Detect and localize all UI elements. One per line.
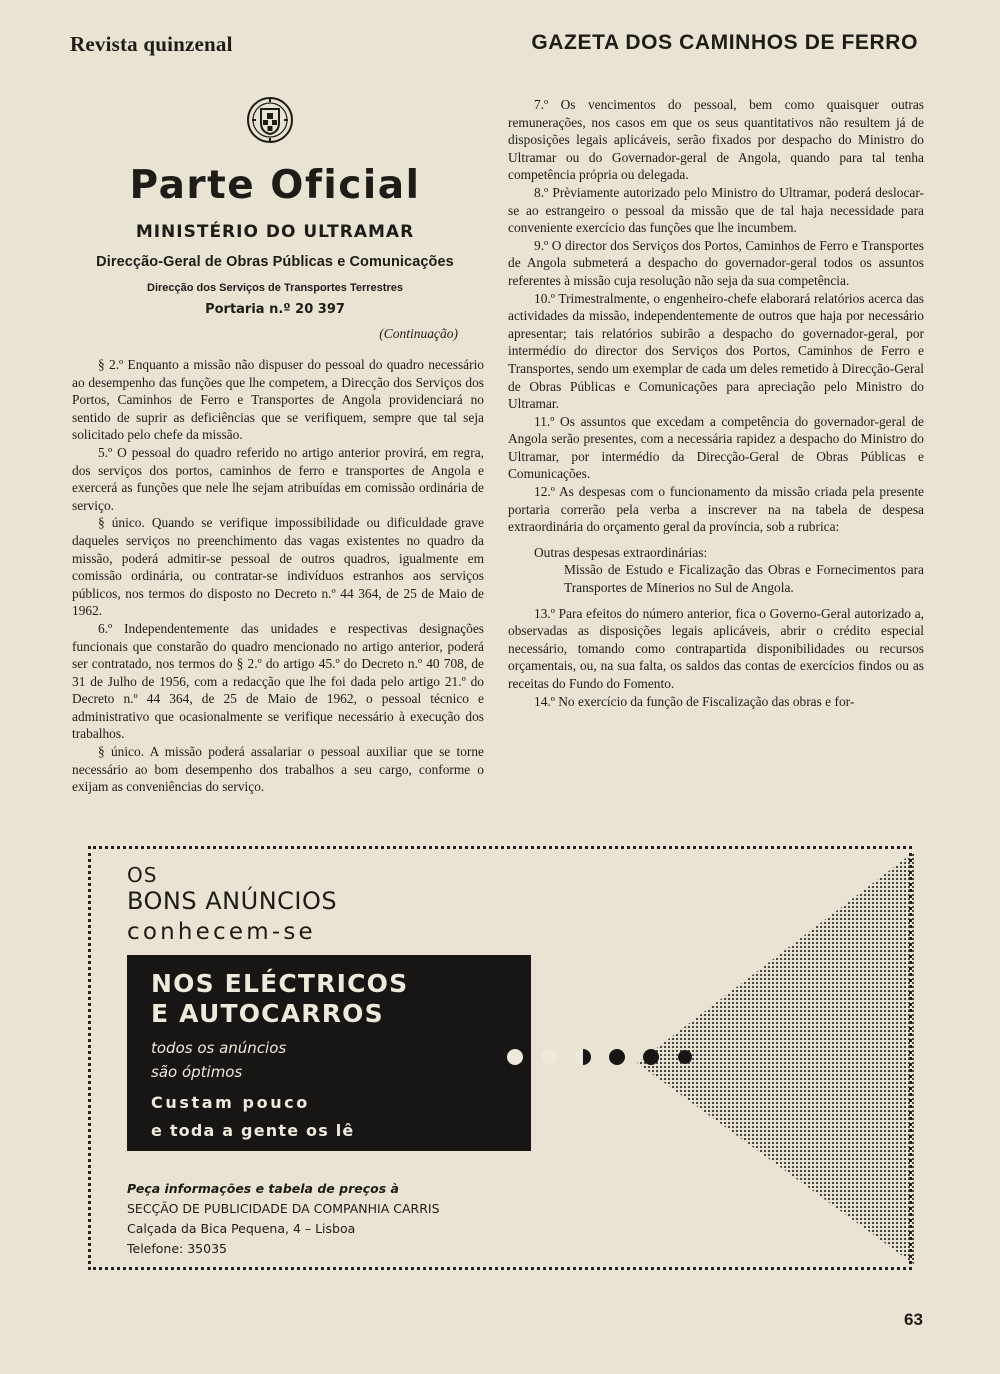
ad-box-bold-2: e toda a gente os lê bbox=[151, 1121, 355, 1140]
continuation-note: (Continuação) bbox=[379, 326, 458, 341]
ad-box-title-2: E AUTOCARROS bbox=[151, 999, 384, 1028]
ministry-heading: MINISTÉRIO DO ULTRAMAR bbox=[135, 222, 415, 242]
ad-info-line: Calçada da Bica Pequena, 4 – Lisboa bbox=[127, 1221, 356, 1236]
header-right: GAZETA DOS CAMINHOS DE FERRO bbox=[531, 31, 918, 54]
paragraph: 5.º O pessoal do quadro referido no artigo anterior provirá, em regra, dos serviços dos portos, caminhos de ferro e transportes de Angola e exercerá as funções que nele lhe sejam atribuídas em comissão ordinária de serviço. bbox=[72, 444, 484, 513]
page-number: 63 bbox=[904, 1310, 923, 1329]
portaria-number: Portaria n.º 20 397 bbox=[205, 302, 345, 317]
ad-info-line: Peça informações e tabela de preços à bbox=[127, 1181, 399, 1196]
paragraph: § único. A missão poderá assalariar o pessoal auxiliar que se torne necessário ao bom desempenho dos trabalhos a seu cargo, conforme o exijam as conveniências do serviço. bbox=[72, 744, 484, 795]
ad-box-italic-2: são óptimos bbox=[151, 1063, 243, 1081]
section-title: Parte Oficial bbox=[129, 163, 421, 208]
paragraph: 9.º O director dos Serviços dos Portos, Caminhos de Ferro e Transportes de Angola submeterá a despacho do governador-geral todos os assuntos referentes à missão cuja resolução não seja da sua competência. bbox=[508, 237, 924, 288]
header-left: Revista quinzenal bbox=[70, 32, 233, 56]
decorative-dots-icon bbox=[503, 1045, 693, 1069]
paragraph: § único. Quando se verifique impossibilidade ou dificuldade grave daqueles serviços no preenchimento das vagas existentes no quadro da missão, poderá admitir-se pessoal de outros quadros, igualmente em comissão ordinária, ou contratar-se indivíduos estranhos aos serviços públicos, nos termos do disposto no Decreto n.º 44 364, de 25 de Maio de 1962. bbox=[72, 515, 484, 619]
rubric-heading: Outras despesas extraordinárias: bbox=[534, 544, 708, 560]
direccao-geral-heading: Direcção-Geral de Obras Públicas e Comunicações bbox=[96, 254, 454, 270]
ad-info-line: Telefone: 35035 bbox=[127, 1241, 227, 1256]
paragraph: 14.º No exercício da função de Fiscalização das obras e for- bbox=[534, 693, 855, 709]
paragraph: 6.º Independentemente das unidades e respectivas designações funcionais que constarão do quadro mencionado no artigo anterior, poderá ser contratado, nos termos do § 2.º do artigo 45.º do Decreto n.º 40 708, de 31 de Julho de 1956, com a redacção que lhe foi dada pelo artigo 21.º do Decreto n.º 44 364, de 25 de Maio de 1962, o pessoal técnico e administrativo que ocasionalmente se verifique necessário à execução dos trabalhos. bbox=[72, 620, 484, 742]
ad-contact-info bbox=[127, 1179, 440, 1259]
paragraph: 12.º As despesas com o funcionamento da missão criada pela presente portaria correrão pela verba a inscrever na na tabela de despesa extraordinária do orçamento geral da província, sob a rubrica: bbox=[508, 484, 924, 535]
ad-box-title-1: NOS ELÉCTRICOS bbox=[151, 969, 409, 998]
rubric-item: Missão de Estudo e Ficalização das Obras e Fornecimentos para Transportes de Minerios no Sul de Angola. bbox=[564, 562, 924, 596]
ad-box-italic-1: todos os anúncios bbox=[151, 1039, 287, 1057]
ad-line-bons-anuncios: BONS ANÚNCIOS bbox=[127, 887, 338, 915]
paragraph: 11.º Os assuntos que excedam a competência do governador-geral de Angola serão presentes, com a necessária rapidez a despacho do Ministro do Ultramar, por intermédio da Direcção-Geral de Obras Públicas e Comunicações. bbox=[508, 413, 924, 482]
budget-rubric bbox=[508, 544, 924, 597]
ad-line-os: OS bbox=[127, 863, 158, 887]
direccao-servicos-heading: Direcção dos Serviços de Transportes Terrestres bbox=[147, 282, 403, 294]
ad-black-box bbox=[127, 955, 531, 1151]
ad-line-conhecem-se: conhecem-se bbox=[127, 919, 316, 945]
paragraph: 10.º Trimestralmente, o engenheiro-chefe elaborará relatórios acerca das actividades da missão, independentemente de outros que haja por necessário apresentar; tais relatórios subirão a despacho do governador-geral, por intermédio do director dos Serviços dos Portos, Caminhos de Ferro e Transportes, sendo um exemplar de cada um deles remetido à Direcção-Geral de Obras Públicas e Comunicações para apreciação pelo Ministro do Ultramar. bbox=[508, 290, 924, 412]
ad-box-bold-1: Custam pouco bbox=[151, 1093, 310, 1112]
ad-info-line: SECÇÃO DE PUBLICIDADE DA COMPANHIA CARRIS bbox=[127, 1201, 440, 1216]
paragraph: 8.º Prèviamente autorizado pelo Ministro do Ultramar, poderá deslocar-se ao estrangeiro o pessoal da missão que de tal haja necessidade para conveniente exercício das funções que lhe incumbem. bbox=[508, 184, 924, 236]
left-column bbox=[72, 356, 484, 796]
right-column bbox=[508, 96, 924, 710]
advertisement bbox=[88, 846, 912, 1270]
paragraph: 7.º Os vencimentos do pessoal, bem como quaisquer outras remunerações, nos casos em que os seus quantitativos não resultem já de disposições legais aplicáveis, serão fixados por despacho do Ministro do Ultramar ou do Governador-geral de Angola, quando para tal tenha competência própria ou delegada. bbox=[508, 97, 924, 183]
paragraph: § 2.º Enquanto a missão não dispuser do pessoal do quadro necessário ao desempenho das funções que lhe competem, a Direcção dos Serviços dos Portos, Caminhos de Ferro e Transportes de Angola providenciará no sentido de suprir as deficiências que se verifiquem, sempre que tal seja solicitado pelo chefe da missão. bbox=[72, 357, 484, 443]
coat-of-arms-icon bbox=[246, 96, 294, 144]
paragraph: 13.º Para efeitos do número anterior, fica o Governo-Geral autorizado a, observadas as disposições legais aplicáveis, abrir o crédito especial necessário, tomando como contrapartida disponibilidades ou recursos orçamentais, ou, na sua falta, os saldos das contas de exercícios findos ou as receitas do Fundo do Fomento. bbox=[508, 605, 924, 691]
